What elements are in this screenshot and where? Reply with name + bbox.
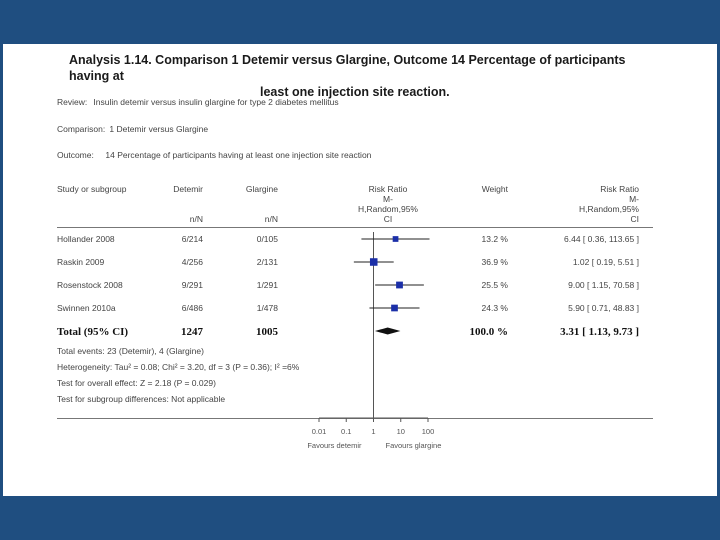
header-rr-plot-line-2: M- <box>383 194 393 204</box>
header-rr-plot-line-3: H,Random,95% <box>357 204 418 214</box>
forest-plot-chart <box>3 44 717 496</box>
header-study: Study or subgroup <box>57 184 127 194</box>
study-point-estimate <box>396 282 403 289</box>
forest-plot-figure <box>3 44 717 496</box>
study-rr-text: 1.02 [ 0.19, 5.51 ] <box>572 257 639 267</box>
study-point-estimate <box>370 258 378 266</box>
study-rr-text: 5.90 [ 0.71, 48.83 ] <box>568 303 639 313</box>
study-name: Hollander 2008 <box>57 234 115 244</box>
meta-outcome-value: 14 Percentage of participants having at least one injection site reaction <box>105 150 372 160</box>
study-detemir: 9/291 <box>181 280 203 290</box>
favours-detemir-label: Favours detemir <box>307 441 362 450</box>
footnote-heterogeneity: Heterogeneity: Tau² = 0.08; Chi² = 3.20, df = 3 (P = 0.36); I² =6% <box>57 362 300 372</box>
header-detemir: Detemir <box>173 184 203 194</box>
study-marks <box>354 236 430 311</box>
total-label: Total (95% CI) <box>57 326 129 338</box>
header-rr-text-line-3: H,Random,95% <box>578 204 639 214</box>
meta-review-value: Insulin detemir versus insulin glargine for type 2 diabetes mellitus <box>93 97 339 107</box>
footnote-total-events: Total events: 23 (Detemir), 4 (Glargine) <box>57 346 204 356</box>
title-line-2: least one injection site reaction. <box>260 85 450 99</box>
pooled-diamond <box>375 328 400 335</box>
title-line-1: Analysis 1.14. Comparison 1 Detemir versus Glargine, Outcome 14 Percentage of participants having at <box>69 53 626 83</box>
study-weight: 13.2 % <box>481 234 508 244</box>
favours-glargine-label: Favours glargine <box>385 441 442 450</box>
x-tick-label: 0.1 <box>341 427 352 436</box>
header-glargine-sub: n/N <box>264 214 278 224</box>
header-rr-text-line-1: Risk Ratio <box>600 184 639 194</box>
study-detemir: 6/214 <box>181 234 203 244</box>
x-tick-label: 10 <box>396 427 405 436</box>
total-glargine: 1005 <box>256 326 278 338</box>
header-rr-text-line-4: CI <box>630 214 639 224</box>
x-tick-label: 1 <box>371 427 376 436</box>
meta-outcome-label: Outcome: <box>57 150 94 160</box>
study-name: Rosenstock 2008 <box>57 280 123 290</box>
study-detemir: 4/256 <box>181 257 203 267</box>
study-point-estimate <box>391 305 398 312</box>
x-tick-label: 100 <box>421 427 435 436</box>
header-detemir-sub: n/N <box>189 214 203 224</box>
total-detemir: 1247 <box>181 326 203 338</box>
study-rr-text: 6.44 [ 0.36, 113.65 ] <box>564 234 639 244</box>
header-rr-plot-line-1: Risk Ratio <box>368 184 408 194</box>
study-point-estimate <box>393 236 399 242</box>
study-glargine: 0/105 <box>256 234 278 244</box>
meta-comparison-label: Comparison: <box>57 124 106 134</box>
total-rr-text: 3.31 [ 1.13, 9.73 ] <box>560 326 639 338</box>
header-rr-plot-line-4: CI <box>383 214 393 224</box>
header-glargine: Glargine <box>245 184 278 194</box>
x-tick-label: 0.01 <box>311 427 327 436</box>
study-rr-text: 9.00 [ 1.15, 70.58 ] <box>568 280 639 290</box>
study-detemir: 6/486 <box>181 303 203 313</box>
study-glargine: 2/131 <box>256 257 278 267</box>
header-rr-text-line-2: M- <box>629 194 639 204</box>
meta-review-label: Review: <box>57 97 88 107</box>
study-weight: 36.9 % <box>481 257 508 267</box>
study-name: Swinnen 2010a <box>57 303 116 313</box>
footnote-subgroup: Test for subgroup differences: Not applicable <box>57 394 226 404</box>
footnote-overall-effect: Test for overall effect: Z = 2.18 (P = 0.029) <box>57 378 216 388</box>
study-glargine: 1/478 <box>256 303 278 313</box>
study-name: Raskin 2009 <box>57 257 105 267</box>
study-glargine: 1/291 <box>256 280 278 290</box>
study-weight: 25.5 % <box>481 280 508 290</box>
total-weight: 100.0 % <box>469 326 508 338</box>
header-weight: Weight <box>481 184 508 194</box>
x-axis-ticks <box>312 418 435 436</box>
study-weight: 24.3 % <box>481 303 508 313</box>
meta-comparison-value: 1 Detemir versus Glargine <box>109 124 209 134</box>
